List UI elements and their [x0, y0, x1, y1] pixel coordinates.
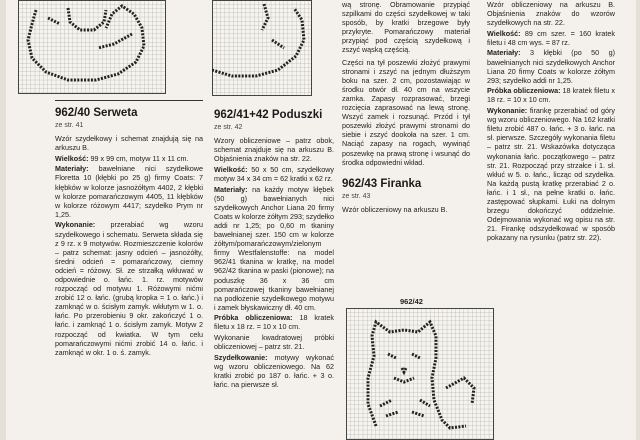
assembly-text: Części na tył poszewki złożyć prawymi stronami i zszyć na jednym dłuższym boku na szer. 2 cm, pozostawiając w środku otwór dł. 40 cm na wszycie zamka. Zapasy rozprasować, brzegi rozcięcia zaprasować na lewą stronę. Wszyć zamek i rozsunąć. Przód i tył poszewki złożyć prawymi stronami do siebie i zszyć dookoła na szer. 1 cm. Naciąć zapasy na rogach, wywinąć poszewkę na prawą stronę i wsunąć do środka odpowiedni wkład. [342, 57, 470, 167]
page-reference: ze str. 41 [55, 122, 84, 129]
section-divider [55, 100, 203, 101]
materials-paragraph [487, 48, 615, 84]
sample-paragraph [487, 86, 615, 104]
intro-text: Wzory obliczeniowe – patrz obok, schemat znajduje się na arkuszu B. Objaśnienia znaków na str. 22. [214, 136, 334, 164]
chart-label: 962/42 [400, 297, 423, 306]
page-reference: ze str. 43 [342, 192, 371, 200]
top-center-chart [212, 0, 312, 96]
column-poduszki [214, 108, 334, 391]
work-label: Wykonanie: [487, 106, 528, 116]
scan-left-edge [0, 0, 6, 440]
materials-text: bawełniane nici szydełkowe Floretta 10 (kłębki po 25 g) firmy Coats: 7 kłębków w kolorze jasnożółtym 4402, 2 kłębki w kolorze pomarańczowym 4405, 11 kłębków w kolorze różowym 4417; szydełko Prym nr 1,25. [55, 164, 203, 219]
column-continuation [342, 0, 470, 215]
materials-label: Materiały: [214, 184, 248, 194]
scan-right-edge [636, 0, 640, 440]
crochet-paragraph [214, 353, 334, 389]
work-text: firankę przerabiać od góry wg wzoru obliczeniowego. Na 162 kratki filetu zrobić 487 o. łańc. + 3 o. łańc. na sł. pierwsze. Szczegóły wykonania filetu – patrz str. 21. Wskazówka dotycząca wykonania łańc. początkowego – patrz str. 21. Rozpocząć przy strzałce i 1. sł. wkłuć w 5. o. łańc., licząc od szydełka. Na każdą pustą kratkę przerabiać 2 o. łańc. i 1 sł., na pełne kratki o. łańc. zastępować słupkami. Łuki na dolnym brzegu dokończyć oddzielnie. Odejmowania wykonać wg opisu na str. 21. Firankę odszydełkować w sposób pokazany na rysunku (patrz str. 22). [487, 106, 615, 243]
sample-paragraph [214, 313, 334, 331]
work-paragraph [55, 220, 203, 356]
work-paragraph [487, 106, 615, 242]
size-paragraph [55, 154, 203, 163]
intro-text: Wzór obliczeniowy na arkuszu B. Objaśnienia znaków do wzorów szydełkowych na str. 22. [487, 0, 615, 28]
section-title: 962/41+42 Poduszki [214, 109, 323, 121]
sample-text: 18 kratek filetu x 18 rz. = 10 x 10 cm. [214, 313, 334, 332]
crochet-chart-962-42 [346, 297, 494, 440]
crochet-label: Szydełkowanie: [214, 352, 268, 362]
work-text: przerabiać wg wzoru szydełkowego i schematu. Serweta składa się z 9 rz. x 9 motywów. Rozmieszczenie kolorów – patrz schemat: jasny odcień – jasnożółty, średni odcień = pomarańczowy, ciemny odcień = różowy. Sł. ze strzałką wkłuwać w odpowiednie o. łańc. 1. rz. motywów rozpocząć od motywu 1. Różowymi nićmi zrobić 12 o. łańc. (grubą kropka = 1 o. łańc.) i zamknąć w o. ścisłym zamyk. wkłutym w 1. o. łańc. Po przerobieniu 9 okr. zakończyć 1 o. łańc. i zamknąć 1 o. ścisłym zamyk. Motyw 2 rozpocząć od kwiatka. W tym celu pomarańczowymi nićmi zrobić 14 o. łańc. i zamknąć w okr. 1 o. ś. zamyk. [55, 220, 203, 357]
size-text: 99 x 99 cm, motyw 11 x 11 cm. [88, 153, 189, 163]
size-label: Wielkość: [55, 153, 89, 163]
materials-paragraph [55, 164, 203, 219]
sample-text: 18 kratek filetu x 18 rz. = 10 x 10 cm. [487, 86, 615, 105]
intro-text: Wzór szydełkowy i schemat znajdują się na arkuszu B. [55, 134, 203, 153]
top-center-chart-grid [212, 0, 312, 96]
sample-label: Próbka obliczeniowa: [487, 86, 561, 96]
section-title: 962/40 Serweta [55, 107, 138, 119]
materials-paragraph [214, 185, 334, 312]
crochet-text: motywy wykonać wg wzoru obliczeniowego. Na 62 kratki zrobić po 187 o. łańc. + 3 o. łańc. na pierwsze sł. [214, 352, 334, 390]
size-text: 50 x 50 cm, szydełkowy motyw 34 x 34 cm = 62 kratki x 62 rz. [214, 164, 334, 183]
size-paragraph [214, 165, 334, 183]
materials-label: Materiały: [55, 164, 89, 174]
size-label: Wielkość: [214, 164, 248, 174]
sample-label: Próbka obliczeniowa: [214, 313, 293, 323]
materials-label: Materiały: [487, 48, 521, 58]
column-firanka-details [487, 0, 615, 244]
size-text: 89 cm szer. = 160 kratek filetu i 48 cm wys. = 87 rz. [487, 28, 615, 47]
top-crochet-chart [18, 0, 166, 94]
sample-work-text: Wykonanie kwadratowej próbki obliczeniowej – patrz str. 21. [214, 333, 334, 352]
cat-chart-grid [346, 308, 494, 440]
section-title: 962/43 Firanka [342, 177, 422, 190]
size-paragraph [487, 29, 615, 47]
top-chart-grid [18, 0, 166, 94]
size-label: Wielkość: [487, 28, 521, 38]
column-serweta [55, 100, 203, 358]
materials-text: na każdy motyw kłębek (50 g) bawełnianych nici szydełkowych Anchor Liana 20 firmy Coats w kolorze żółtym 293; szydełko addi nr 1,25; po 0,60 m tkaniny bawełnianej szer. 150 cm w kolorze żółtym/pomarańczowym/zielonym firmy Westfalenstoffe: na model 962/41 tkanina w kratkę, na model 962/42 tkanina w paski (pionowe); na poduszkę 36 x 36 cm pomarańczowej tkaniny bawełnianej na podłożenie szydełkowego motywu i zamek błyskawiczny dł. 40 cm. [214, 184, 334, 312]
continued-text: wą stronę. Obramowanie przypiąć szpilkami do części szydełkowej w taki sposób, by kratki brzegowe były przykryte. Pomarańczowy materiał przypiąć pod częścią szydełkową i zszyć wąską częścią. [342, 0, 470, 55]
materials-text: 3 kłębki (po 50 g) bawełnianych nici szydełkowych Anchor Liana 20 firmy Coats w kolorze żółtym 293; szydełko addi nr 1,25. [487, 48, 615, 85]
work-label: Wykonanie: [55, 220, 96, 230]
intro-text: Wzór obliczeniowy na arkuszu B. [342, 204, 448, 214]
page-reference: ze str. 42 [214, 124, 243, 131]
